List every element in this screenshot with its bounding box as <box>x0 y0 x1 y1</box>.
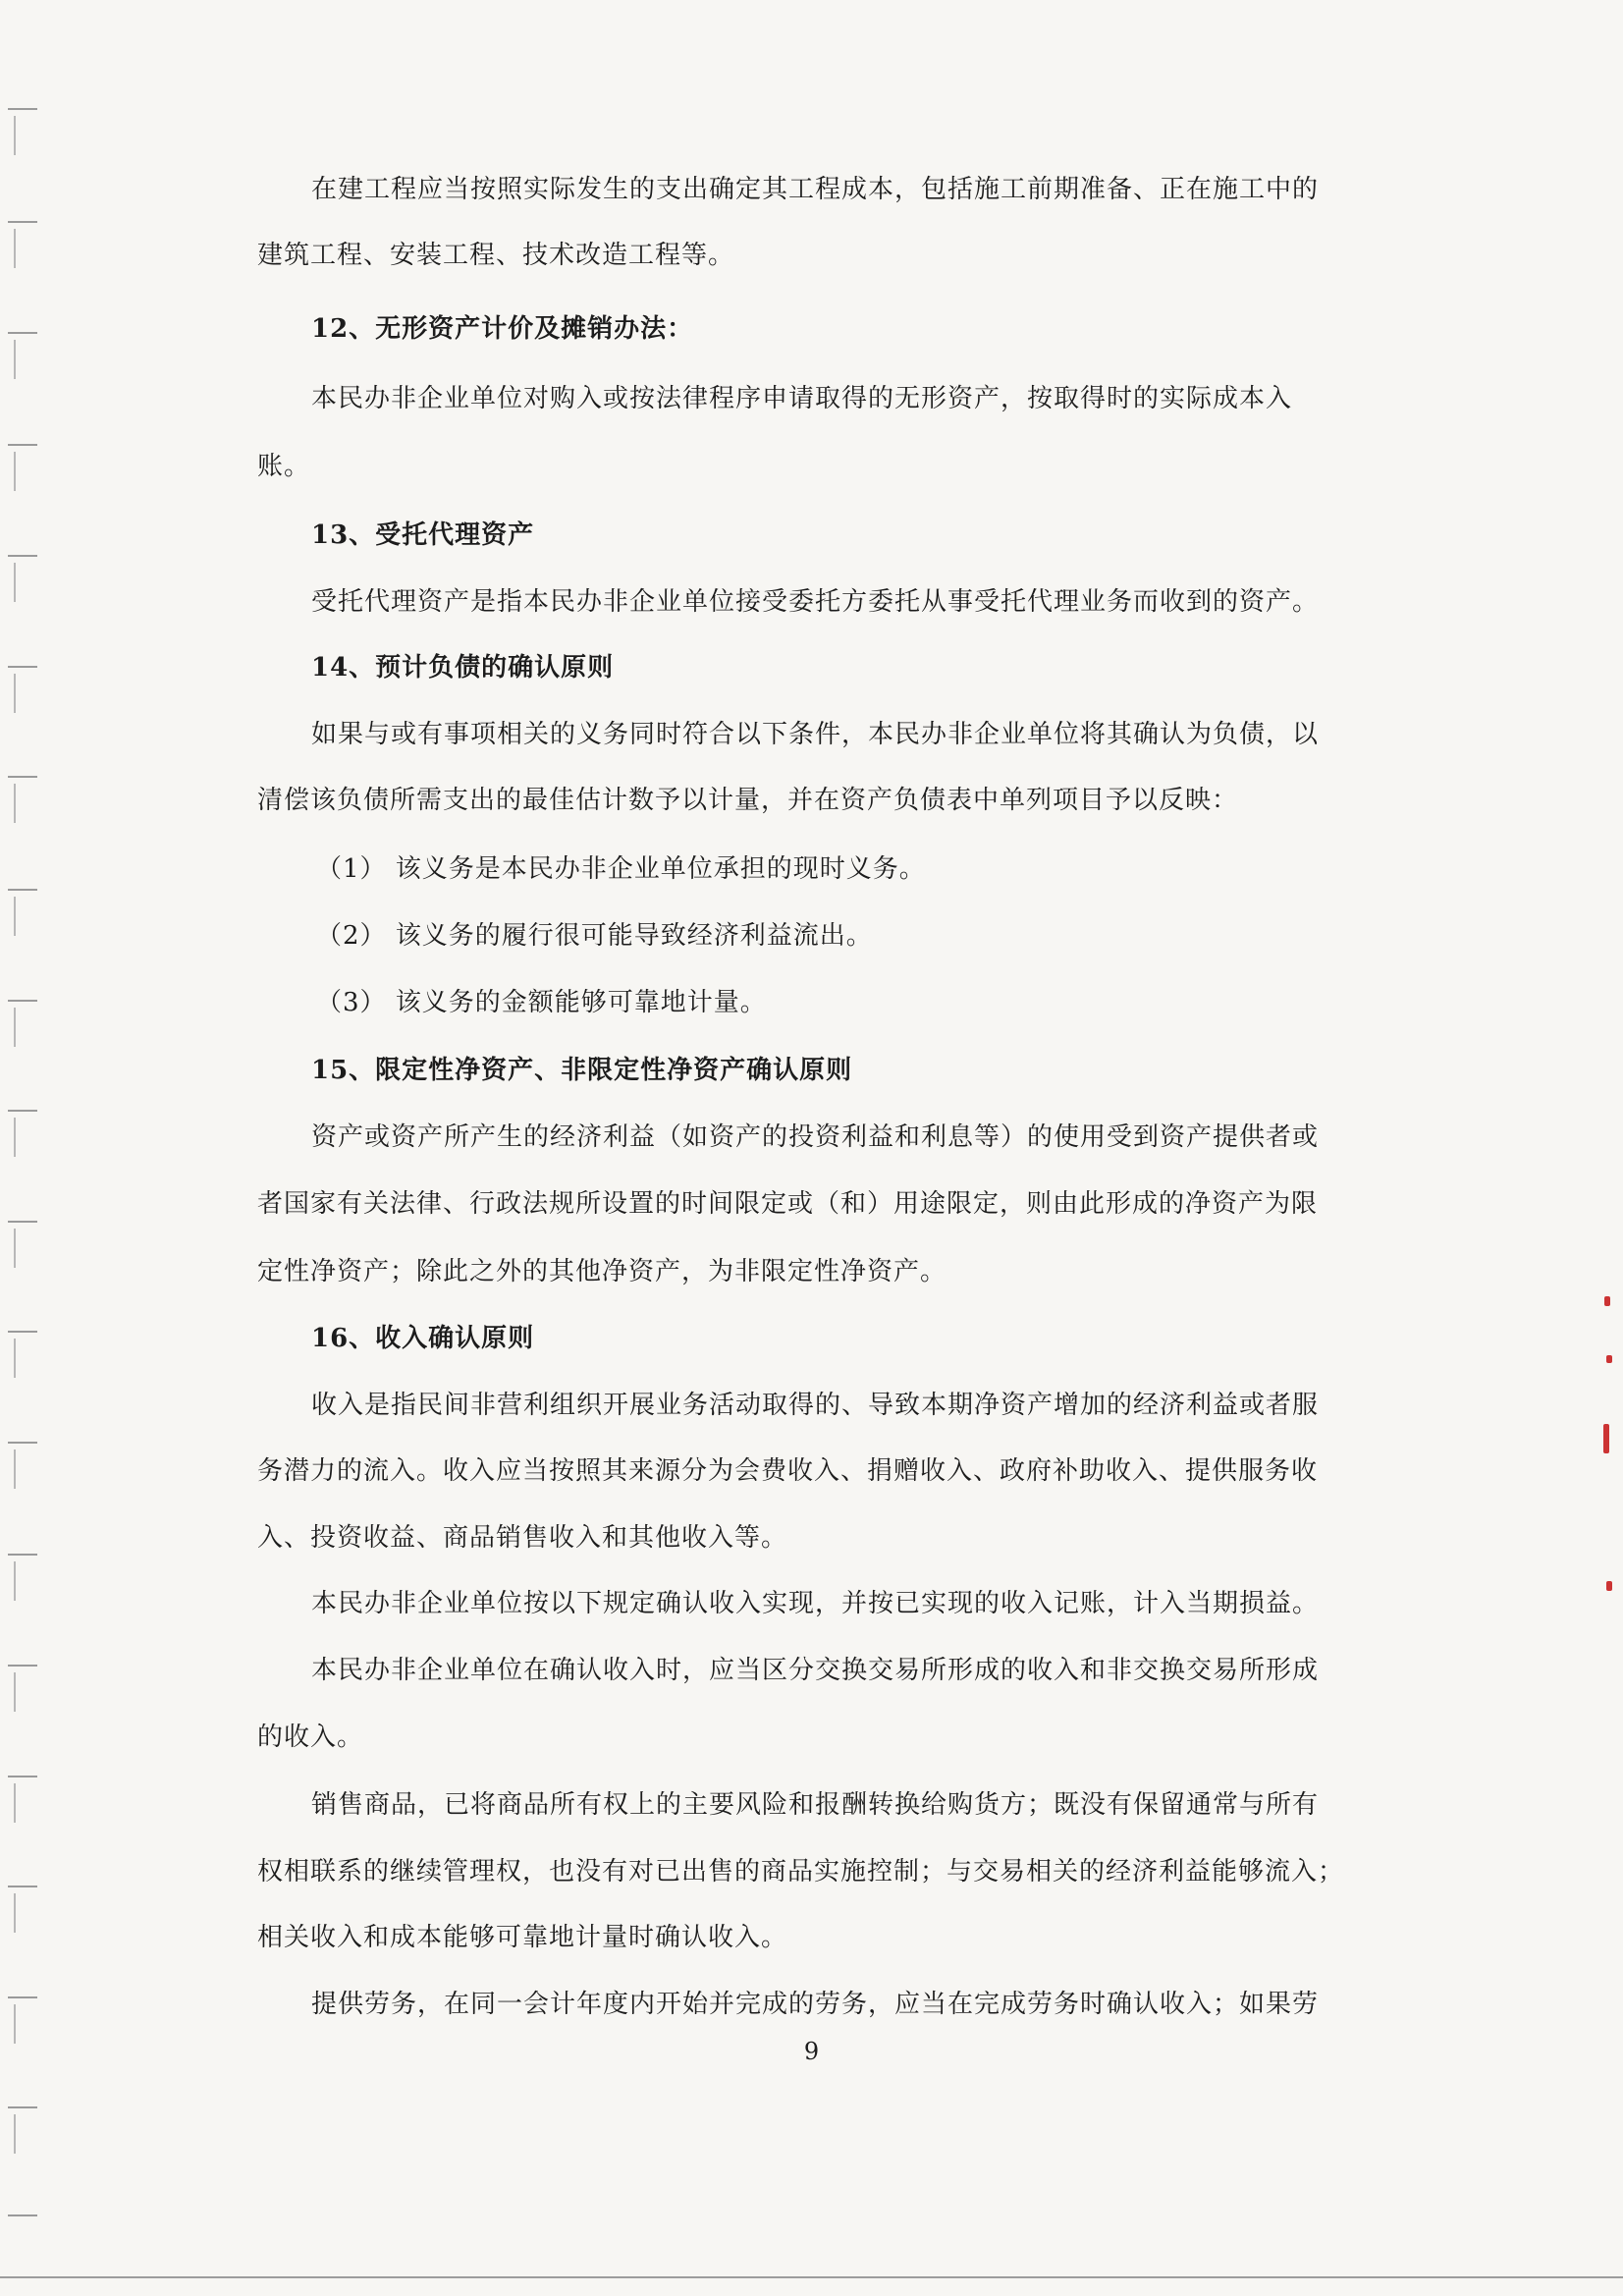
paragraph-line: 受托代理资产是指本民办非企业单位接受委托方委托从事受托代理业务而收到的资产。 <box>311 587 1320 617</box>
margin-mark <box>8 1000 37 1002</box>
paragraph-line: 提供劳务，在同一会计年度内开始并完成的劳务，应当在完成劳务时确认收入；如果劳 <box>311 1990 1320 2019</box>
seal-mark <box>1606 1355 1612 1363</box>
margin-mark <box>8 1331 37 1333</box>
margin-mark <box>8 221 37 223</box>
seal-mark <box>1606 1581 1612 1591</box>
margin-mark <box>8 1996 37 1998</box>
paragraph-line: 权相联系的继续管理权，也没有对已出售的商品实施控制；与交易相关的经济利益能够流入； <box>257 1857 1345 1886</box>
paragraph-line: 者国家有关法律、行政法规所设置的时间限定或（和）用途限定，则由此形成的净资产为限 <box>257 1189 1319 1219</box>
margin-mark <box>14 563 16 602</box>
paragraph-line: 资产或资产所产生的经济利益（如资产的投资利益和利息等）的使用受到资产提供者或 <box>311 1122 1320 1152</box>
paragraph-line: 相关收入和成本能够可靠地计量时确认收入。 <box>257 1923 788 1952</box>
margin-mark <box>8 1665 37 1667</box>
margin-mark <box>8 108 37 110</box>
margin-mark <box>14 1561 16 1601</box>
margin-mark <box>8 1110 37 1112</box>
paragraph-line: 定性净资产；除此之外的其他净资产，为非限定性净资产。 <box>257 1257 947 1286</box>
margin-mark <box>8 1442 37 1444</box>
margin-mark <box>14 1672 16 1712</box>
margin-mark <box>14 784 16 823</box>
section-heading: 14、预计负债的确认原则 <box>311 653 615 683</box>
margin-mark <box>8 666 37 668</box>
paragraph-line: 清偿该负债所需支出的最佳估计数予以计量，并在资产负债表中单列项目予以反映： <box>257 786 1239 815</box>
paragraph-line: 本民办非企业单位在确认收入时，应当区分交换交易所形成的收入和非交换交易所形成 <box>311 1656 1320 1685</box>
margin-mark <box>14 1449 16 1489</box>
margin-mark <box>8 1221 37 1223</box>
section-heading: 15、限定性净资产、非限定性净资产确认原则 <box>311 1056 853 1085</box>
margin-mark <box>14 116 16 155</box>
margin-mark <box>14 1118 16 1157</box>
margin-mark <box>8 776 37 778</box>
margin-mark <box>14 674 16 713</box>
margin-mark <box>14 897 16 936</box>
margin-mark <box>14 2114 16 2154</box>
margin-mark <box>8 2214 37 2216</box>
section-heading: 13、受托代理资产 <box>311 520 535 550</box>
margin-mark <box>8 1776 37 1777</box>
margin-mark <box>8 555 37 557</box>
list-item: （2） 该义务的履行很可能导致经济利益流出。 <box>316 921 873 951</box>
section-heading: 16、收入确认原则 <box>311 1324 535 1353</box>
paragraph-line: 收入是指民间非营利组织开展业务活动取得的、导致本期净资产增加的经济利益或者服 <box>311 1391 1320 1420</box>
margin-mark <box>14 229 16 268</box>
list-item: （1） 该义务是本民办非企业单位承担的现时义务。 <box>316 854 926 884</box>
paragraph-line: 建筑工程、安装工程、技术改造工程等。 <box>257 241 735 270</box>
margin-mark <box>14 340 16 379</box>
seal-mark <box>1603 1424 1609 1453</box>
page-number: 9 <box>803 2038 820 2065</box>
paragraph-line: 的收入。 <box>257 1722 364 1752</box>
margin-mark <box>14 452 16 491</box>
margin-mark <box>8 444 37 446</box>
margin-mark <box>14 1229 16 1268</box>
paragraph-line: 在建工程应当按照实际发生的支出确定其工程成本，包括施工前期准备、正在施工中的 <box>311 175 1320 204</box>
paragraph-line: 本民办非企业单位按以下规定确认收入实现，并按已实现的收入记账，计入当期损益。 <box>311 1589 1320 1618</box>
margin-mark <box>8 889 37 891</box>
margin-mark <box>8 2106 37 2108</box>
red-seal-fragment <box>1600 1277 1616 1611</box>
margin-mark <box>8 332 37 334</box>
section-heading: 12、无形资产计价及摊销办法： <box>311 314 694 344</box>
margin-mark <box>14 1008 16 1047</box>
paragraph-line: 销售商品，已将商品所有权上的主要风险和报酬转换给购货方；既没有保留通常与所有 <box>311 1790 1320 1820</box>
binding-margin-marks <box>0 0 59 2296</box>
paragraph-line: 如果与或有事项相关的义务同时符合以下条件，本民办非企业单位将其确认为负债，以 <box>311 720 1320 749</box>
paragraph-line: 账。 <box>257 452 311 481</box>
scan-edge-line <box>0 2276 1623 2278</box>
margin-mark <box>14 1783 16 1823</box>
margin-mark <box>14 1893 16 1933</box>
margin-mark <box>14 1339 16 1378</box>
margin-mark <box>8 1554 37 1556</box>
paragraph-line: 务潜力的流入。收入应当按照其来源分为会费收入、捐赠收入、政府补助收入、提供服务收 <box>257 1456 1319 1486</box>
paragraph-line: 入、投资收益、商品销售收入和其他收入等。 <box>257 1523 788 1553</box>
paragraph-line: 本民办非企业单位对购入或按法律程序申请取得的无形资产，按取得时的实际成本入 <box>311 384 1293 413</box>
margin-mark <box>8 1886 37 1887</box>
list-item: （3） 该义务的金额能够可靠地计量。 <box>316 988 767 1017</box>
seal-mark <box>1604 1296 1610 1306</box>
